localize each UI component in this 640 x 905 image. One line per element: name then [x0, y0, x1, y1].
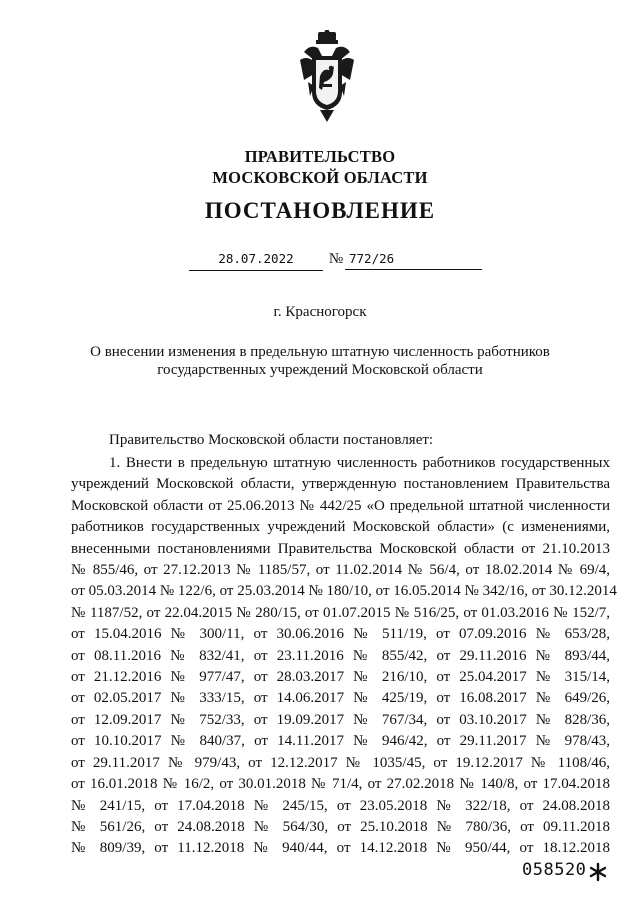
- body-line: от 10.10.2017 № 840/37, от 14.11.2017 № 946/42, от 29.11.2017 № 978/43,: [71, 733, 610, 750]
- body-line: от 15.04.2016 № 300/11, от 30.06.2016 № 511/19, от 07.09.2016 № 653/28,: [71, 626, 610, 643]
- asterisk-star-icon: [588, 862, 608, 882]
- body-line: № 561/26, от 24.08.2018 № 564/30, от 25.10.2018 № 780/36, от 09.11.2018: [71, 818, 610, 835]
- body-line: № 241/15, от 17.04.2018 № 245/15, от 23.05.2018 № 322/18, от 24.08.2018: [71, 797, 610, 814]
- body-line: работников государственных учреждений Московской области» (с изменениями,: [71, 519, 610, 536]
- document-date: 28.07.2022: [189, 250, 323, 271]
- body-line: от 16.01.2018 № 16/2, от 30.01.2018 № 71/4, от 27.02.2018 № 140/8, от 17.04.2018: [71, 776, 610, 793]
- body-line: от 02.05.2017 № 333/15, от 14.06.2017 № 425/19, от 16.08.2017 № 649/26,: [71, 690, 610, 707]
- coat-of-arms-icon: [298, 30, 356, 124]
- body-line: от 08.11.2016 № 832/41, от 23.11.2016 № 855/42, от 29.11.2016 № 893/44,: [71, 647, 610, 664]
- body-line: учреждений Московской области, утвержденную постановлением Правительства: [71, 476, 610, 493]
- number-sign: №: [328, 251, 344, 267]
- serial-number: 058520: [522, 860, 587, 880]
- body-line: № 809/39, от 11.12.2018 № 940/44, от 14.12.2018 № 950/44, от 18.12.2018: [71, 840, 610, 857]
- government-name-line1: ПРАВИТЕЛЬСТВО: [244, 147, 396, 166]
- body-line: внесенными постановлениями Правительства Московской области от 21.10.2013: [71, 540, 610, 557]
- body-line: от 05.03.2014 № 122/6, от 25.03.2014 № 180/10, от 16.05.2014 № 342/16, от 30.12.2014: [71, 583, 617, 600]
- subject-line-1: О внесении изменения в предельную штатную численность работников: [90, 344, 550, 360]
- body-line: № 855/46, от 27.12.2013 № 1185/57, от 11.02.2014 № 56/4, от 18.02.2014 № 69/4,: [71, 562, 610, 579]
- body-line: 1. Внести в предельную штатную численность работников государственных: [109, 455, 610, 471]
- body-line: от 21.12.2016 № 977/47, от 28.03.2017 № 216/10, от 25.04.2017 № 315/14,: [71, 669, 610, 686]
- body-line: от 12.09.2017 № 752/33, от 19.09.2017 № 767/34, от 03.10.2017 № 828/36,: [71, 711, 610, 728]
- body-line: Московской области от 25.06.2013 № 442/25 «О предельной штатной численности: [71, 497, 610, 514]
- document-type: ПОСТАНОВЛЕНИЕ: [204, 198, 436, 223]
- government-name-line2: МОСКОВСКОЙ ОБЛАСТИ: [212, 168, 428, 187]
- subject-line-2: государственных учреждений Московской области: [157, 362, 483, 378]
- body-line: № 1187/52, от 22.04.2015 № 280/15, от 01.07.2015 № 516/25, от 01.03.2016 № 152/7,: [71, 604, 610, 621]
- city: г. Красногорск: [273, 304, 367, 320]
- body-line: от 29.11.2017 № 979/43, от 12.12.2017 № 1035/45, от 19.12.2017 № 1108/46,: [71, 754, 610, 771]
- body-text: [71, 453, 617, 860]
- document-number: 772/26: [345, 250, 482, 270]
- body-intro: Правительство Московской области постановляет:: [109, 432, 434, 448]
